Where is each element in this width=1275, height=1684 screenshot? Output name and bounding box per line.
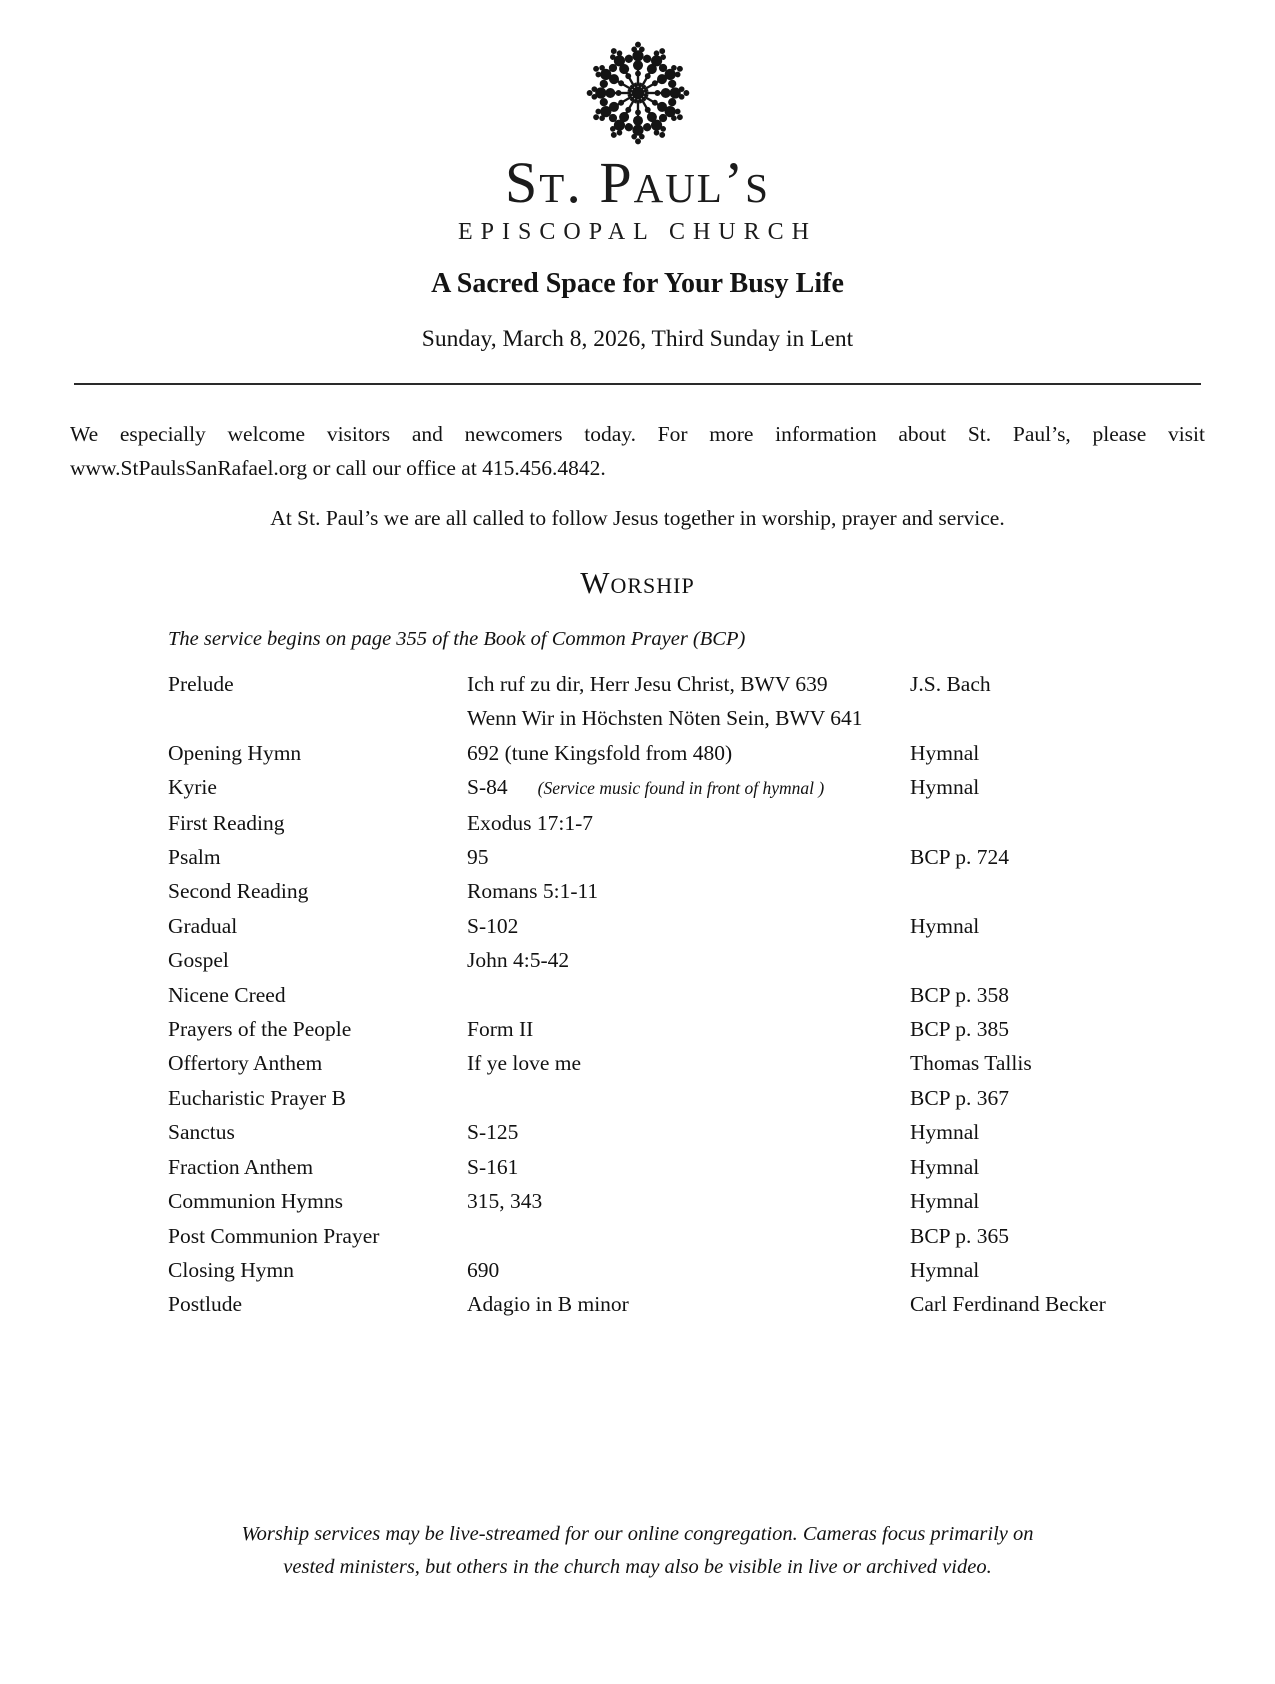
church-subtitle: EPISCOPAL CHURCH: [458, 219, 817, 245]
service-item-detail: S-125: [467, 1120, 519, 1145]
service-item-label: [168, 701, 467, 735]
service-row: [168, 943, 1205, 977]
service-item-ref: BCP p. 367: [910, 1085, 1009, 1110]
service-item-ref: Hymnal: [910, 1189, 980, 1214]
livestream-notice-line1: Worship services may be live-streamed for our online congregation. Cameras focus primarily on: [241, 1523, 1034, 1545]
service-item-ref: Hymnal: [910, 1154, 980, 1179]
service-row: [168, 770, 1205, 805]
service-item-detail: 315, 343: [467, 1189, 543, 1214]
service-item-detail: Romans 5:1-11: [467, 879, 599, 904]
service-row: [168, 874, 1205, 908]
livestream-notice-line2: vested ministers, but others in the church may also be visible in live or archived video.: [283, 1556, 992, 1578]
service-item-ref: Hymnal: [910, 1257, 980, 1282]
service-row: [168, 909, 1205, 943]
service-item-ref: BCP p. 358: [910, 982, 1009, 1007]
service-item-detail: Wenn Wir in Höchsten Nöten Sein, BWV 641: [467, 706, 863, 731]
service-item-label: Closing Hymn: [168, 1257, 295, 1282]
service-row: [168, 1081, 1205, 1115]
service-item-detail: Exodus 17:1-7: [467, 810, 594, 835]
service-item-note: (Service music found in front of hymnal ): [537, 778, 825, 799]
livestream-notice: [0, 1518, 1275, 1584]
service-row: [168, 667, 1205, 701]
bulletin-page: [0, 34, 1275, 1578]
service-item-detail: S-84: [467, 775, 508, 800]
tagline: A Sacred Space for Your Busy Life: [431, 268, 844, 299]
service-row: [168, 701, 1205, 735]
service-item-label: Second Reading: [168, 879, 309, 904]
service-item-detail: S-102: [467, 913, 519, 938]
service-row: [168, 1219, 1205, 1253]
service-item-ref: Carl Ferdinand Becker: [910, 1292, 1106, 1317]
welcome-paragraph: We especially welcome visitors and newcomers today. For more information about St. Paul’s, please visit www.StPaulsSanRafael.org or call our office at 415.456.4842.: [70, 422, 1205, 480]
service-row: [168, 1046, 1205, 1080]
service-item-ref: J.S. Bach: [910, 672, 991, 696]
horizontal-rule: [74, 383, 1201, 385]
service-item-label: Eucharistic Prayer B: [168, 1085, 346, 1110]
service-row: [168, 978, 1205, 1012]
service-item-ref: Hymnal: [910, 775, 980, 800]
service-item-label: Post Communion Prayer: [168, 1223, 380, 1248]
service-item-label: Fraction Anthem: [168, 1154, 314, 1179]
service-item-label: Communion Hymns: [168, 1189, 344, 1214]
service-item-ref: BCP p. 385: [910, 1017, 1009, 1042]
service-item-ref: BCP p. 365: [910, 1223, 1009, 1248]
service-item-label: First Reading: [168, 810, 285, 835]
service-item-ref: Hymnal: [910, 740, 980, 765]
service-item-label: Gradual: [168, 913, 238, 938]
service-item-label: Offertory Anthem: [168, 1051, 323, 1076]
service-item-ref: Thomas Tallis: [910, 1051, 1032, 1076]
worship-table: [168, 667, 1205, 1322]
service-item-detail: Adagio in B minor: [467, 1292, 629, 1317]
service-row: [168, 1012, 1205, 1046]
service-item-detail: 95: [467, 845, 489, 870]
service-row: [168, 736, 1205, 770]
service-row: [168, 1253, 1205, 1287]
service-row: [168, 1150, 1205, 1184]
service-item-detail: John 4:5-42: [467, 948, 570, 973]
worship-heading: Worship: [580, 565, 695, 600]
service-item-ref: Hymnal: [910, 913, 980, 938]
service-item-ref: [910, 701, 1205, 735]
church-name: St. Paul’s: [505, 150, 770, 215]
service-item-ref: [910, 806, 1205, 840]
service-row: [168, 806, 1205, 840]
service-row: [168, 1115, 1205, 1149]
service-item-ref: [910, 874, 1205, 908]
service-item-label: Sanctus: [168, 1120, 235, 1145]
service-item-detail: Form II: [467, 1017, 534, 1042]
service-item-ref: [910, 943, 1205, 977]
service-item-label: Psalm: [168, 845, 221, 870]
service-item-ref: Hymnal: [910, 1120, 980, 1145]
service-item-detail: S-161: [467, 1154, 519, 1179]
service-item-label: Kyrie: [168, 775, 217, 800]
service-item-ref: BCP p. 724: [910, 845, 1009, 870]
service-item-label: Prelude: [168, 672, 234, 696]
rose-window-logo: [579, 34, 697, 152]
service-item-label: Gospel: [168, 948, 229, 973]
service-item-label: Prayers of the People: [168, 1017, 352, 1042]
service-row: [168, 840, 1205, 874]
service-item-label: Nicene Creed: [168, 982, 286, 1007]
service-item-label: Opening Hymn: [168, 740, 302, 765]
service-note: The service begins on page 355 of the Book of Common Prayer (BCP): [168, 628, 746, 650]
service-row: [168, 1184, 1205, 1218]
service-item-detail: If ye love me: [467, 1051, 582, 1076]
service-item-label: Postlude: [168, 1292, 243, 1317]
date-line: Sunday, March 8, 2026, Third Sunday in Lent: [421, 326, 854, 352]
mission-statement: At St. Paul’s we are all called to follow Jesus together in worship, prayer and service.: [270, 506, 1005, 530]
service-item-detail: 690: [467, 1257, 500, 1282]
service-item-detail: 692 (tune Kingsfold from 480): [467, 740, 733, 765]
service-item-detail: Ich ruf zu dir, Herr Jesu Christ, BWV 639: [467, 672, 828, 696]
service-row: [168, 1287, 1205, 1321]
